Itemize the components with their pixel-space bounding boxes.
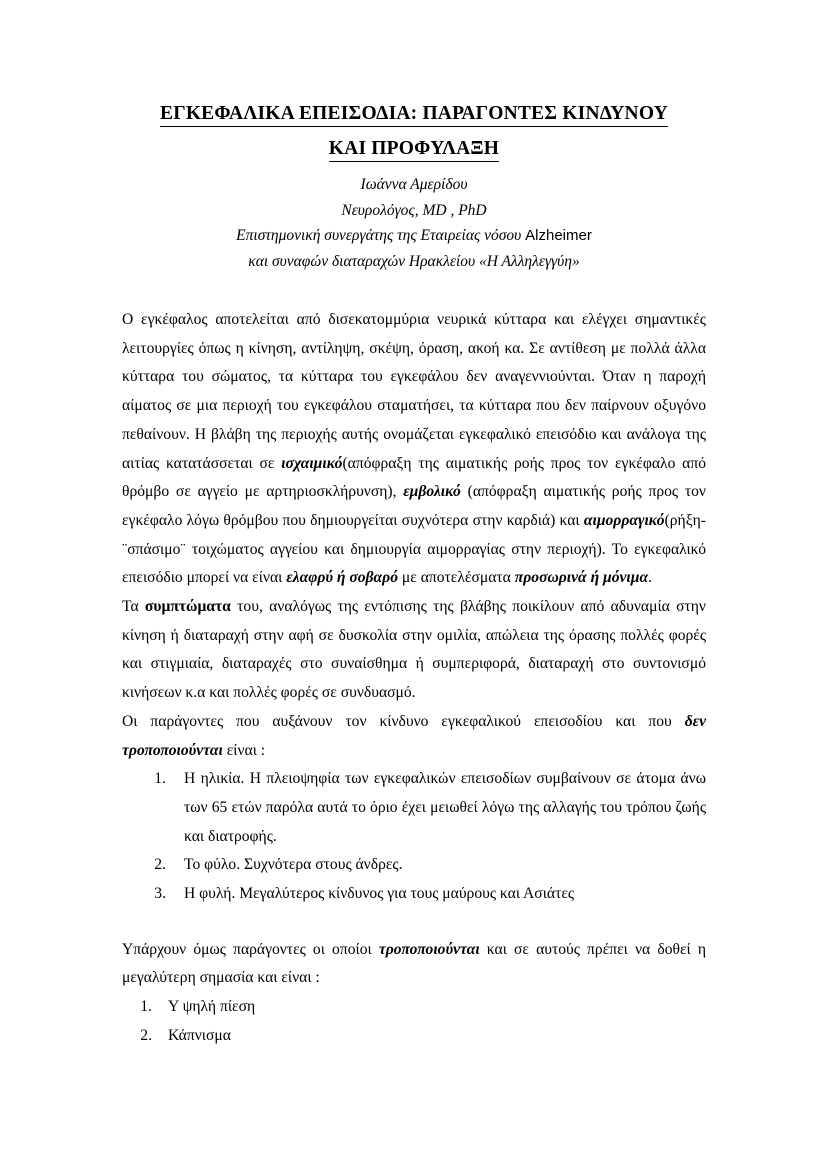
- para1-segment-e: με αποτελέσματα: [398, 569, 515, 587]
- emphasis-hemorrhagic: αιμορραγικό: [583, 511, 665, 529]
- para3-segment-b: είναι :: [222, 741, 266, 759]
- author-affiliation-line-2: και συναφών διαταραχών Ηρακλείου «Η Αλληλεγγύη»: [248, 252, 580, 270]
- list-modifiable-factors: [122, 993, 706, 1050]
- list-item: [122, 880, 706, 909]
- list-item-text: Η φυλή. Μεγαλύτερος κίνδυνος για τους μαύρους και Ασιάτες: [184, 885, 575, 903]
- emphasis-symptoms: συμπτώματα: [144, 598, 231, 616]
- paragraph-non-modifiable-intro: [122, 708, 706, 765]
- author-byline: [122, 172, 706, 274]
- document-body: [122, 306, 706, 1051]
- list-item-number: 2.: [154, 856, 166, 874]
- emphasis-temporary-or-permanent: προσωρινά ή μόνιμα: [514, 569, 649, 587]
- emphasis-embolic: εμβολικό: [403, 483, 461, 501]
- para4-segment-a: Υπάρχουν όμως παράγοντες οι οποίοι: [122, 940, 379, 958]
- list-item-text: Το φύλο. Συχνότερα στους άνδρες.: [184, 856, 403, 874]
- emphasis-ischemic: ισχαιμικό: [281, 454, 343, 472]
- section-spacer: [122, 909, 706, 936]
- list-item: [122, 851, 706, 880]
- para2-segment-b: του, αναλόγως της εντόπισης της βλάβης ποικίλουν από αδυναμία στην κίνηση ή διαταραχή στην αφή σε δυσκολία στην ομιλία, απώλεια της όρασης πολλές φορές και στιγμιαία, διαταραχές στο συναίσθημα ή συμπεριφορά, διαταραχή στο συντονισμό κινήσεων κ.α και πολλές φορές σε συνδυασμό.: [122, 598, 706, 702]
- emphasis-modifiable: τροποποιούνται: [378, 940, 480, 958]
- para1-segment-a: Ο εγκέφαλος αποτελείται από δισεκατομμύρια νευρικά κύτταρα και ελέγχει σημαντικές λειτουργίες όπως η κίνηση, αντίληψη, σκέψη, όραση, ακοή κα. Σε αντίθεση με πολλά άλλα κύτταρα του σώματος, τα κύτταρα του εγκεφάλου δεν αναγεννιούνται. Όταν η παροχή αίματος σε μια περιοχή του εγκεφάλου σταματήσει, τα κύτταρα που δεν παίρνουν οξυγόνο πεθαίνουν. Η βλάβη της περιοχής αυτής ονομάζεται εγκεφαλικό επεισόδιο και ανάλογα της αιτίας κατατάσσεται σε: [122, 311, 706, 472]
- emphasis-mild-or-severe: ελαφρύ ή σοβαρό: [286, 569, 398, 587]
- para3-segment-a: Οι παράγοντες που αυξάνουν τον κίνδυνο εγκεφαλικού επεισοδίου και που: [122, 712, 685, 730]
- para1-segment-d: (ρήξη-¨σπάσιμο¨ τοιχώματος αγγείου και δημιουργία αιμορραγίας στην περιοχή). Το εγκεφαλικό επεισόδιο μπορεί να είναι: [122, 511, 706, 587]
- para4-segment-b: και σε αυτούς πρέπει να δοθεί η μεγαλύτερη σημασία και είναι :: [122, 940, 706, 987]
- para2-segment-a: Τα: [122, 598, 145, 616]
- credentials-degrees: MD , PhD: [422, 201, 487, 219]
- title-line-1: [122, 96, 706, 131]
- paragraph-modifiable-intro: [122, 936, 706, 993]
- credentials-prefix: Νευρολόγος,: [341, 201, 423, 219]
- title-line-2: [122, 131, 706, 166]
- title-line-1-text: ΕΓΚΕΦΑΛΙΚΑ ΕΠΕΙΣΟΔΙΑ: ΠΑΡΑΓΟΝΤΕΣ ΚΙΝΔΥΝΟΥ: [160, 103, 668, 127]
- list-item: [122, 993, 706, 1022]
- author-affiliation-line-1: [122, 223, 706, 249]
- list-item-number: 1.: [154, 770, 166, 788]
- para1-segment-b: (απόφραξη της αιματικής ροής προς τον εγκέφαλο από θρόμβο σε αγγείο με αρτηριοσκλήρυνση),: [122, 454, 706, 501]
- list-item-text: Κάπνισμα: [168, 1026, 231, 1044]
- paragraph-symptoms: [122, 593, 706, 708]
- list-item-number: 2.: [140, 1026, 152, 1044]
- list-item-number: 3.: [154, 885, 166, 903]
- emphasis-not-modifiable: δεν τροποποιούνται: [122, 712, 706, 759]
- para1-segment-f: .: [648, 569, 652, 587]
- title-line-2-text: ΚΑΙ ΠΡΟΦΥΛΑΞΗ: [329, 138, 499, 162]
- list-item: [122, 1022, 706, 1051]
- para1-segment-c: (απόφραξη αιματικής ροής προς τον εγκέφαλο λόγω θρόμβου που δημιουργείται συχνότερα στην καρδιά) και: [122, 483, 706, 529]
- author-credentials: [122, 198, 706, 224]
- list-item-number: 1.: [140, 998, 152, 1016]
- list-item: [122, 765, 706, 851]
- author-name: Ιωάννα Αμερίδου: [360, 176, 468, 193]
- affiliation-organization-name: Alzheimer: [525, 227, 592, 244]
- list-non-modifiable-factors: [122, 765, 706, 909]
- list-item-text: Υ ψηλή πίεση: [168, 998, 256, 1016]
- list-item-text: Η ηλικία. Η πλειοψηφία των εγκεφαλικών επεισοδίων συμβαίνουν σε άτομα άνω των 65 ετών παρόλα αυτά το όριο έχει μειωθεί λόγω της αλλαγής του τρόπου ζωής και διατροφής.: [184, 770, 706, 845]
- document-title: [122, 96, 706, 166]
- paragraph-stroke-definition: [122, 306, 706, 593]
- affiliation-prefix: Επιστημονική συνεργάτης της Εταιρείας νόσου: [236, 227, 526, 244]
